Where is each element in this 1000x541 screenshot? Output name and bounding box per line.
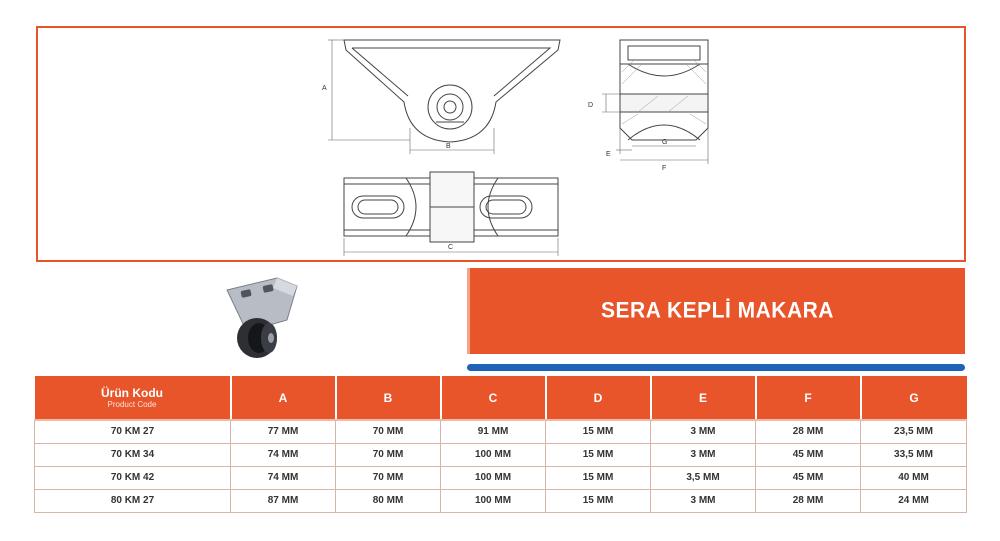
cell-e: 3 MM [651,489,756,512]
cell-a: 77 MM [231,420,336,443]
header-col-f: F [756,376,861,420]
dim-a [328,40,410,140]
cell-f: 45 MM [756,466,861,489]
cell-c: 100 MM [441,443,546,466]
header-col-d: D [546,376,651,420]
title-banner [467,268,965,354]
cell-b: 70 MM [336,420,441,443]
dim-label-c: C [448,244,454,251]
cell-d: 15 MM [546,420,651,443]
technical-drawing [38,28,968,264]
cell-g: 33,5 MM [861,443,967,466]
table-row [35,466,967,489]
header-col-c: C [441,376,546,420]
dim-label-d: D [588,102,594,109]
header-col-a: A [231,376,336,420]
dim-label-f: F [662,165,667,172]
cell-e: 3 MM [651,443,756,466]
cell-d: 15 MM [546,443,651,466]
cell-f: 28 MM [756,489,861,512]
table-row [35,420,967,443]
header-product-code-main: Ürün Kodu [101,386,163,400]
table-row [35,443,967,466]
header-col-e: E [651,376,756,420]
dim-label-g: G [662,139,668,146]
cell-code: 80 KM 27 [35,489,231,512]
table-row [35,489,967,512]
table-header-row [35,376,967,420]
cell-c: 100 MM [441,489,546,512]
cell-b: 70 MM [336,466,441,489]
cell-code: 70 KM 42 [35,466,231,489]
technical-drawing-frame [36,26,966,262]
cell-code: 70 KM 34 [35,443,231,466]
cell-f: 28 MM [756,420,861,443]
cell-a: 87 MM [231,489,336,512]
top-view [344,172,558,242]
cell-a: 74 MM [231,466,336,489]
header-col-g: G [861,376,967,420]
spec-table [34,376,967,513]
hatch-pattern [622,60,706,124]
cell-d: 15 MM [546,489,651,512]
cell-a: 74 MM [231,443,336,466]
header-col-b: B [336,376,441,420]
dim-b [410,128,494,154]
cell-f: 45 MM [756,443,861,466]
cell-e: 3,5 MM [651,466,756,489]
cell-code: 70 KM 27 [35,420,231,443]
dim-label-a: A [322,85,327,92]
dim-d [602,94,620,112]
header-product-code-sub: Product Code [107,400,157,409]
dim-label-b: B [446,143,451,150]
front-view [344,40,560,142]
page-title: SERA KEPLİ MAKARA [601,298,834,323]
cell-b: 80 MM [336,489,441,512]
header-product-code [35,376,231,420]
side-section-view [620,40,708,140]
cell-d: 15 MM [546,466,651,489]
cell-c: 91 MM [441,420,546,443]
cell-c: 100 MM [441,466,546,489]
cell-g: 24 MM [861,489,967,512]
cell-b: 70 MM [336,443,441,466]
pulley-bracket-product-photo [215,272,305,362]
dim-label-e: E [606,151,611,158]
cell-g: 40 MM [861,466,967,489]
cell-g: 23,5 MM [861,420,967,443]
cell-e: 3 MM [651,420,756,443]
blue-divider-bar [467,364,965,371]
